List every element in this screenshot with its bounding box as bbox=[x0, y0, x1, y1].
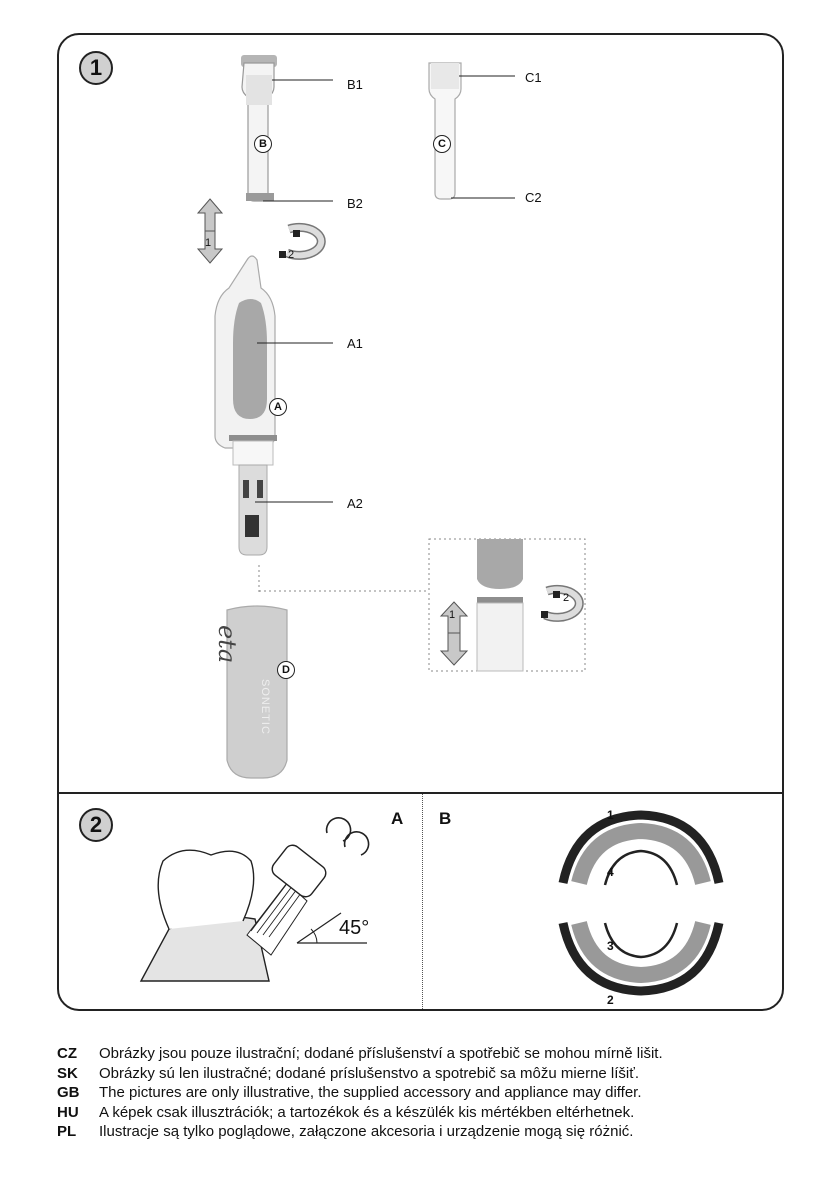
brush-head-b bbox=[241, 55, 277, 201]
arrow-step-2: 2 bbox=[288, 249, 295, 261]
label-b1: B1 bbox=[347, 77, 363, 92]
label-c1: C1 bbox=[525, 70, 542, 85]
sequence-3: 3 bbox=[607, 939, 614, 953]
lang-code: GB bbox=[57, 1084, 80, 1101]
lang-code: CZ bbox=[57, 1045, 77, 1062]
label-a1: A1 bbox=[347, 336, 363, 351]
cap-model-text: SONETIC bbox=[259, 679, 271, 735]
inset-handle bbox=[477, 539, 523, 671]
note-row bbox=[57, 1044, 663, 1064]
lower-arch-diagram bbox=[563, 923, 719, 991]
note-row bbox=[57, 1083, 663, 1103]
section-a-label: A bbox=[391, 809, 404, 828]
sequence-1: 1 bbox=[607, 808, 614, 822]
label-a2: A2 bbox=[347, 496, 363, 511]
note-row bbox=[57, 1122, 663, 1142]
cap-brand-text: eta bbox=[213, 625, 241, 664]
note-text: Obrázky jsou pouze ilustrační; dodané příslušenství a spotřebič se mohou mírně lišit. bbox=[99, 1045, 663, 1062]
note-text: A képek csak illusztrációk; a tartozékok és a készülék kis mértékben eltérhetnek. bbox=[99, 1103, 635, 1121]
disclaimer-notes bbox=[57, 1044, 663, 1142]
note-row bbox=[57, 1103, 663, 1123]
note-row bbox=[57, 1064, 663, 1084]
inset-arrow-step-1: 1 bbox=[449, 609, 456, 621]
note-text: The pictures are only illustrative, the supplied accessory and appliance may differ. bbox=[99, 1084, 642, 1101]
tooth-brushing-illustration bbox=[141, 842, 370, 981]
sequence-4: 4 bbox=[607, 865, 614, 879]
handle-a bbox=[215, 256, 277, 555]
note-text: Ilustracje są tylko poglądowe, załączone akcesoria i urządzenie mogą się różnić. bbox=[99, 1123, 634, 1140]
sequence-2: 2 bbox=[607, 993, 614, 1007]
step-1-badge: 1 bbox=[79, 51, 113, 85]
rotate-arrows-icon bbox=[327, 818, 369, 855]
inset-arrow-step-2: 2 bbox=[563, 592, 570, 604]
arrow-step-1: 1 bbox=[205, 237, 212, 249]
lang-code: PL bbox=[57, 1123, 77, 1140]
callout-c: C bbox=[433, 135, 451, 153]
section-b-label: B bbox=[439, 809, 452, 828]
up-down-arrow-icon bbox=[198, 199, 222, 263]
callout-b: B bbox=[254, 135, 272, 153]
brush-head-c bbox=[429, 63, 461, 199]
angle-label: 45° bbox=[339, 917, 370, 939]
lang-code: SK bbox=[57, 1064, 78, 1082]
upper-arch-diagram bbox=[563, 815, 719, 885]
twist-lock-icon bbox=[279, 227, 321, 258]
illustration-frame bbox=[57, 33, 784, 1011]
section-divider bbox=[59, 792, 782, 794]
column-divider bbox=[422, 794, 423, 1009]
callout-d: D bbox=[277, 661, 295, 679]
step-2-badge: 2 bbox=[79, 808, 113, 842]
label-b2: B2 bbox=[347, 196, 363, 211]
lang-code: HU bbox=[57, 1103, 79, 1121]
note-text: Obrázky sú len ilustračné; dodané príslušenstvo a spotrebič sa môžu mierne líšiť. bbox=[99, 1064, 640, 1082]
callout-a: A bbox=[269, 398, 287, 416]
inset-twist-lock-icon bbox=[541, 589, 579, 618]
label-c2: C2 bbox=[525, 190, 542, 205]
